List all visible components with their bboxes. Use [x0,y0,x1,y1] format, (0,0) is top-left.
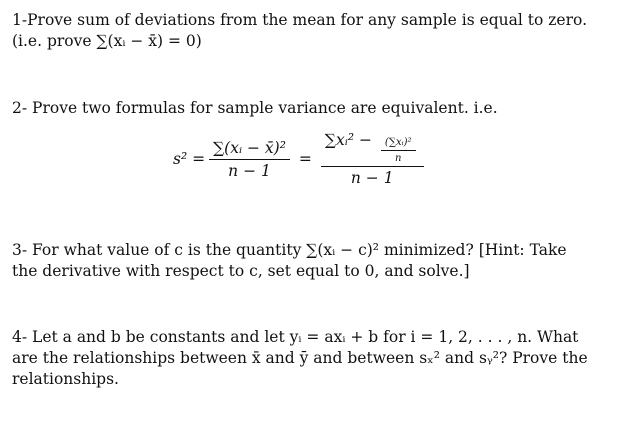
question-3 [12,240,612,282]
q3-line-1: 3- For what value of c is the quantity ∑(xᵢ − c)² minimized? [Hint: Take [12,241,567,259]
fraction-2 [321,131,424,187]
fraction-1 [209,139,290,180]
formula-equals: = [298,150,312,168]
q4-line-2: are the relationships between x̄ and ȳ and between sₓ² and sᵧ²? Prove the [12,349,588,367]
fraction-2-numerator [321,131,424,167]
q4-line-3: relationships. [12,370,119,388]
inner-fraction-denominator: n [395,153,402,164]
question-2 [12,98,612,119]
fraction-2-numerator-main: ∑xᵢ² − [324,131,372,149]
q2-text: 2- Prove two formulas for sample variance are equivalent. i.e. [12,99,498,117]
question-1 [12,10,612,52]
fraction-2-denominator: n − 1 [350,169,394,187]
inner-fraction-numerator: (∑xᵢ)² [381,137,416,151]
question-4 [12,327,612,390]
formula-lhs: s² = [173,150,206,168]
inner-fraction [381,137,416,164]
q1-line-2: (i.e. prove ∑(xᵢ − x̄) = 0) [12,32,202,50]
q3-line-2: the derivative with respect to c, set equal to 0, and solve.] [12,262,470,280]
fraction-1-denominator: n − 1 [228,161,271,180]
variance-formula [173,133,428,185]
q4-line-1: 4- Let a and b be constants and let yᵢ = axᵢ + b for i = 1, 2, . . . , n. What [12,328,579,346]
q1-line-1: 1-Prove sum of deviations from the mean for any sample is equal to zero. [12,11,587,29]
fraction-1-numerator: ∑(xᵢ − x̄)² [209,139,290,160]
